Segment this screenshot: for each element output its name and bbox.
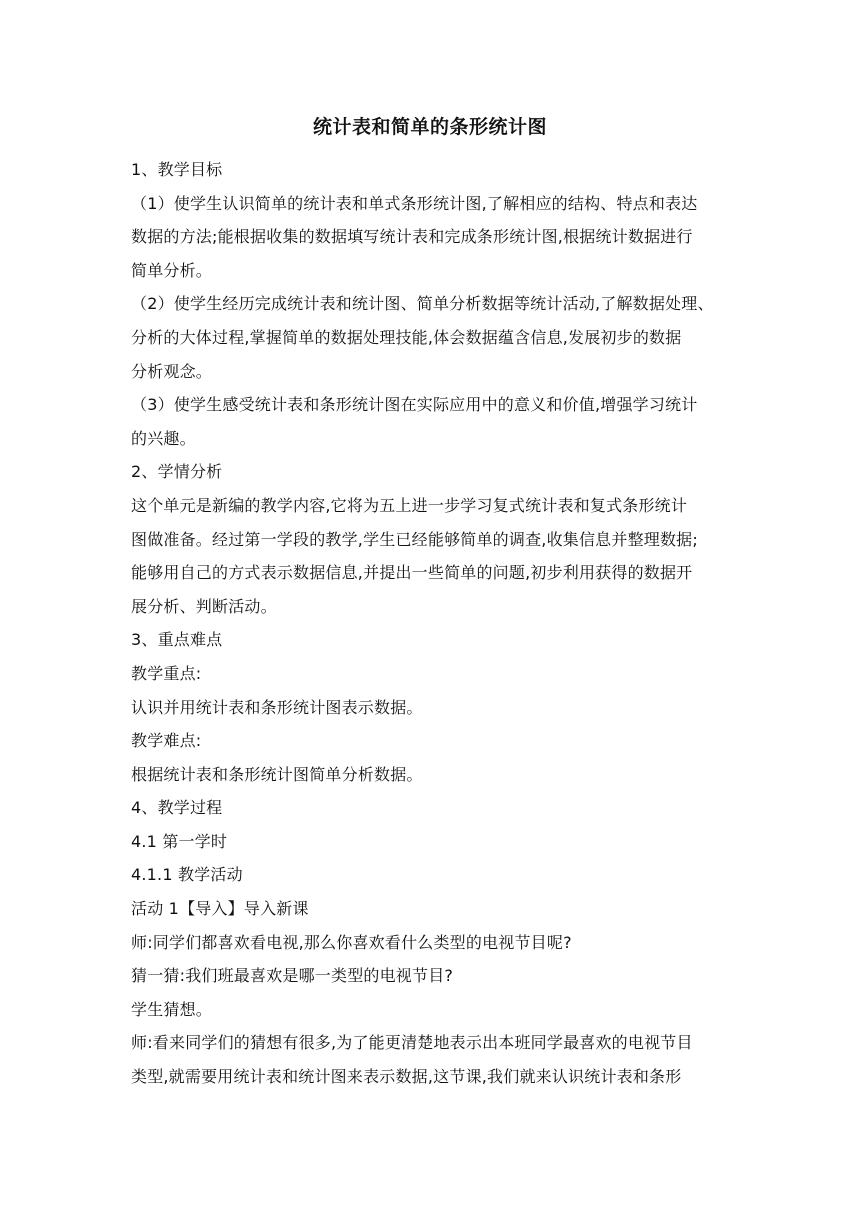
paragraph-line: 这个单元是新编的教学内容,它将为五上进一步学习复式统计表和复式条形统计	[131, 495, 688, 515]
paragraph-line: 展分析、判断活动。	[131, 596, 277, 616]
document-title: 统计表和简单的条形统计图	[312, 116, 547, 138]
paragraph-line: 2、学情分析	[131, 462, 223, 482]
paragraph-line: 根据统计表和条形统计图简单分析数据。	[131, 764, 423, 784]
paragraph-line: （3）使学生感受统计表和条形统计图在实际应用中的意义和价值,增强学习统计	[131, 395, 698, 415]
paragraph-line: 认识并用统计表和条形统计图表示数据。	[131, 697, 423, 717]
paragraph-line: 师:看来同学们的猜想有很多,为了能更清楚地表示出本班同学最喜欢的电视节目	[131, 1033, 693, 1053]
paragraph-line: 图做准备。经过第一学段的教学,学生已经能够简单的调查,收集信息并整理数据;	[131, 529, 698, 549]
paragraph-line: 猜一猜:我们班最喜欢是哪一类型的电视节目?	[131, 966, 454, 986]
paragraph-line: 4.1 第一学时	[131, 831, 228, 851]
paragraph-line: 4、教学过程	[131, 798, 223, 818]
document-body	[131, 153, 733, 1094]
paragraph-line: 4.1.1 教学活动	[131, 865, 243, 885]
paragraph-line: 分析观念。	[131, 361, 213, 381]
paragraph-line: 能够用自己的方式表示数据信息,并提出一些简单的问题,初步利用获得的数据开	[131, 563, 693, 583]
paragraph-line: 数据的方法;能根据收集的数据填写统计表和完成条形统计图,根据统计数据进行	[131, 227, 693, 247]
paragraph-line: 分析的大体过程,掌握简单的数据处理技能,体会数据蕴含信息,发展初步的数据	[131, 327, 682, 347]
paragraph-line: 学生猜想。	[131, 999, 213, 1019]
paragraph-line: （2）使学生经历完成统计表和统计图、简单分析数据等统计活动,了解数据处理、	[131, 294, 714, 314]
paragraph-line: 教学难点:	[131, 731, 202, 751]
paragraph-line: 教学重点:	[131, 663, 202, 683]
paragraph-line: 1、教学目标	[131, 160, 223, 179]
paragraph-line: （1）使学生认识简单的统计表和单式条形统计图,了解相应的结构、特点和表达	[131, 193, 698, 213]
paragraph-line: 类型,就需要用统计表和统计图来表示数据,这节课,我们就来认识统计表和条形	[131, 1067, 682, 1087]
paragraph-line: 的兴趣。	[131, 428, 196, 448]
paragraph-line: 活动 1【导入】导入新课	[131, 899, 309, 919]
paragraph-line: 3、重点难点	[131, 630, 223, 650]
paragraph-line: 师:同学们都喜欢看电视,那么你喜欢看什么类型的电视节目呢?	[131, 932, 572, 952]
paragraph-line: 简单分析。	[131, 260, 213, 280]
